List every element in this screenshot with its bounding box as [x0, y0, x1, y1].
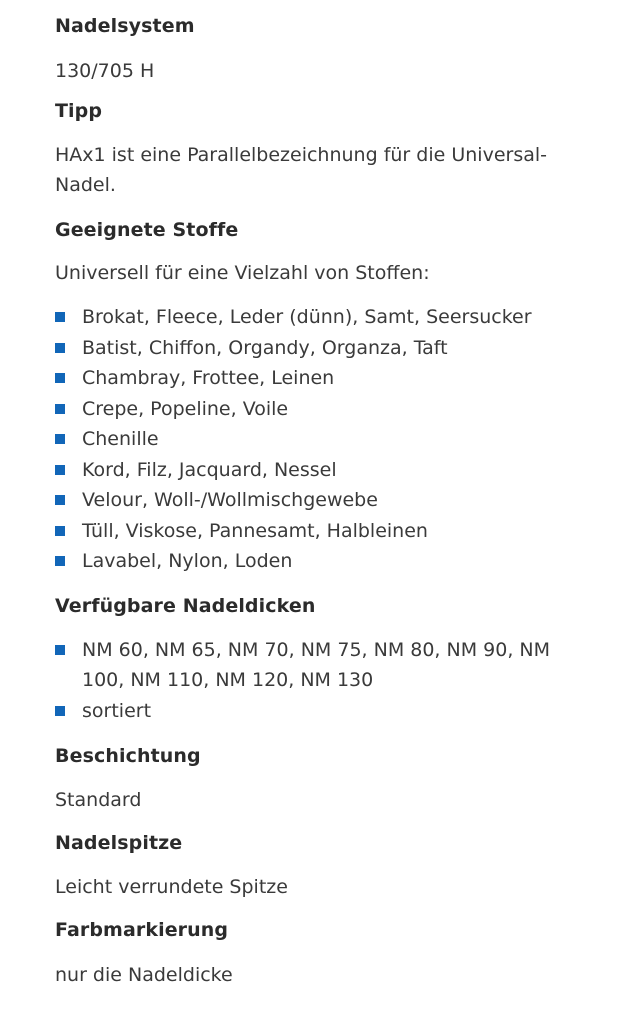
- heading-tipp: Tipp: [55, 100, 103, 122]
- bullet-square-icon: [55, 465, 65, 475]
- value-geeignete-stoffe: Universell für eine Vielzahl von Stoffen:: [55, 262, 430, 284]
- list-item: Velour, Woll-/Wollmischgewebe: [55, 485, 587, 516]
- list-item: Batist, Chiffon, Organdy, Organza, Taft: [55, 333, 587, 364]
- bullet-square-icon: [55, 526, 65, 536]
- heading-beschichtung: Beschichtung: [55, 745, 201, 767]
- bullet-square-icon: [55, 495, 65, 505]
- bullet-square-icon: [55, 645, 65, 655]
- list-item: Chambray, Frottee, Leinen: [55, 363, 587, 394]
- heading-nadelspitze: Nadelspitze: [55, 832, 183, 854]
- value-tipp: HAx1 ist eine Parallelbezeichnung für die Universal-Nadel.: [55, 144, 547, 196]
- bullet-square-icon: [55, 404, 65, 414]
- value-farbmarkierung: nur die Nadeldicke: [55, 964, 233, 986]
- heading-farbmarkierung: Farbmarkierung: [55, 919, 229, 941]
- list-item: Brokat, Fleece, Leder (dünn), Samt, Seersucker: [55, 302, 587, 333]
- bullet-square-icon: [55, 434, 65, 444]
- value-nadelsystem: 130/705 H: [55, 60, 155, 82]
- list-item: sortiert: [55, 696, 587, 727]
- bullet-square-icon: [55, 343, 65, 353]
- bullet-square-icon: [55, 706, 65, 716]
- list-item: Lavabel, Nylon, Loden: [55, 546, 587, 577]
- heading-nadelsystem: Nadelsystem: [55, 15, 195, 37]
- list-item: Crepe, Popeline, Voile: [55, 394, 587, 425]
- heading-verfuegbare-nadeldicken: Verfügbare Nadeldicken: [55, 594, 316, 617]
- bullet-square-icon: [55, 556, 65, 566]
- list-item: NM 60, NM 65, NM 70, NM 75, NM 80, NM 90, NM 100, NM 110, NM 120, NM 130: [55, 635, 587, 696]
- list-item: Chenille: [55, 424, 587, 455]
- value-nadelspitze: Leicht verrundete Spitze: [55, 876, 288, 898]
- list-item: Tüll, Viskose, Pannesamt, Halbleinen: [55, 516, 587, 547]
- bullet-square-icon: [55, 373, 65, 383]
- needle-size-list: [55, 635, 585, 727]
- bullet-square-icon: [55, 312, 65, 322]
- list-item: Kord, Filz, Jacquard, Nessel: [55, 455, 587, 486]
- fabric-list: [55, 302, 585, 577]
- value-beschichtung: Standard: [55, 789, 142, 811]
- heading-geeignete-stoffe: Geeignete Stoffe: [55, 219, 239, 241]
